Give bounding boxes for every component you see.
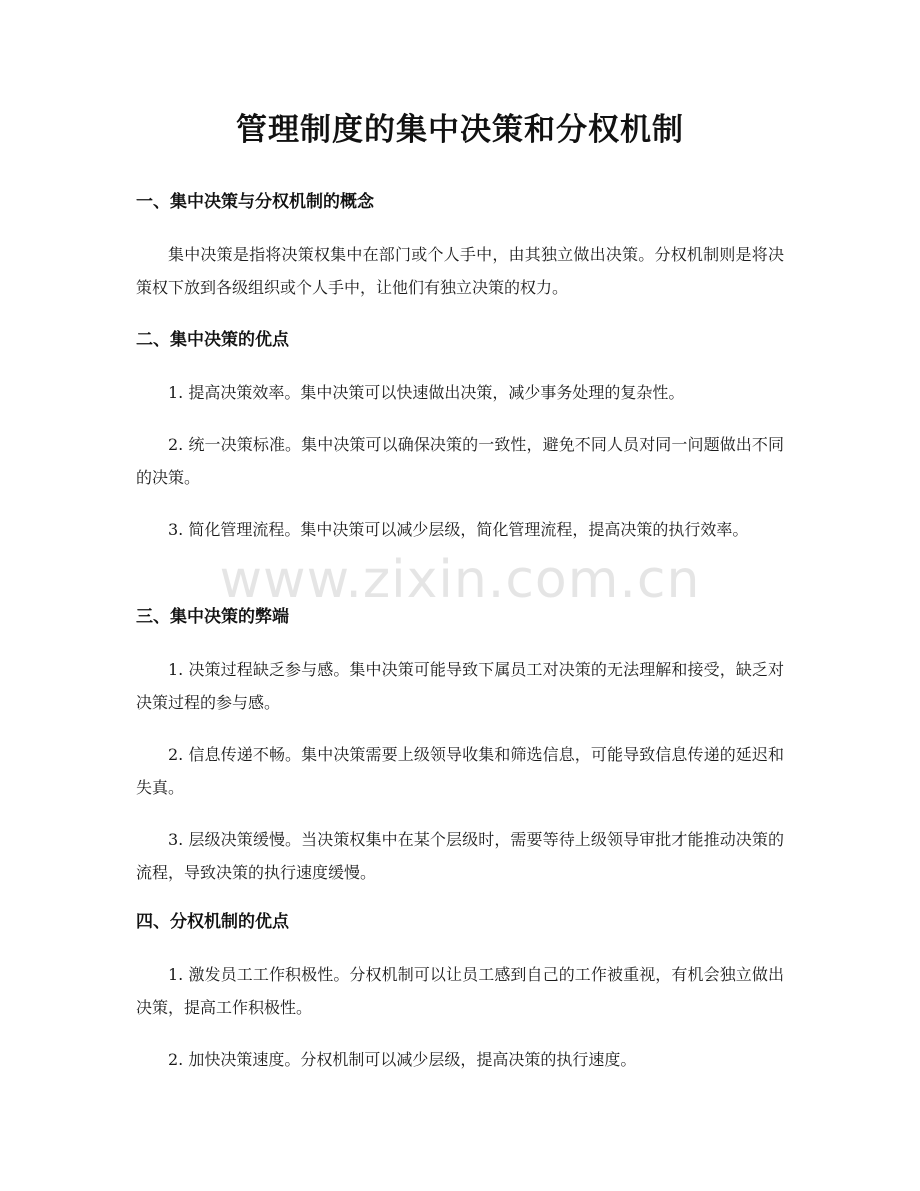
paragraph: 3. 简化管理流程。集中决策可以减少层级，简化管理流程，提高决策的执行效率。 bbox=[168, 520, 749, 539]
paragraph: 2. 加快决策速度。分权机制可以减少层级，提高决策的执行速度。 bbox=[168, 1050, 637, 1069]
section-centralized-advantages bbox=[136, 326, 784, 546]
paragraph: 2. 统一决策标准。集中决策可以确保决策的一致性，避免不同人员对同一问题做出不同的决策。 bbox=[136, 435, 784, 487]
section-heading: 三、集中决策的弊端 bbox=[136, 607, 289, 627]
section-concept bbox=[136, 188, 784, 304]
paragraph: 3. 层级决策缓慢。当决策权集中在某个层级时，需要等待上级领导审批才能推动决策的流程，导致决策的执行速度缓慢。 bbox=[136, 830, 784, 882]
section-centralized-disadvantages bbox=[136, 603, 784, 889]
section-heading: 二、集中决策的优点 bbox=[136, 330, 289, 350]
watermark-text: www.zixin.com.cn bbox=[219, 550, 701, 610]
paragraph: 集中决策是指将决策权集中在部门或个人手中，由其独立做出决策。分权机制则是将决策权下放到各级组织或个人手中，让他们有独立决策的权力。 bbox=[136, 245, 784, 297]
section-heading: 一、集中决策与分权机制的概念 bbox=[136, 192, 374, 212]
section-heading: 四、分权机制的优点 bbox=[136, 912, 289, 932]
section-decentralized-advantages bbox=[136, 908, 784, 1076]
paragraph: 1. 激发员工工作积极性。分权机制可以让员工感到自己的工作被重视，有机会独立做出决策，提高工作积极性。 bbox=[136, 965, 784, 1017]
paragraph: 2. 信息传递不畅。集中决策需要上级领导收集和筛选信息，可能导致信息传递的延迟和失真。 bbox=[136, 745, 784, 797]
document-title: 管理制度的集中决策和分权机制 bbox=[236, 112, 684, 148]
paragraph: 1. 提高决策效率。集中决策可以快速做出决策，减少事务处理的复杂性。 bbox=[168, 383, 685, 402]
paragraph: 1. 决策过程缺乏参与感。集中决策可能导致下属员工对决策的无法理解和接受，缺乏对决策过程的参与感。 bbox=[136, 660, 784, 712]
